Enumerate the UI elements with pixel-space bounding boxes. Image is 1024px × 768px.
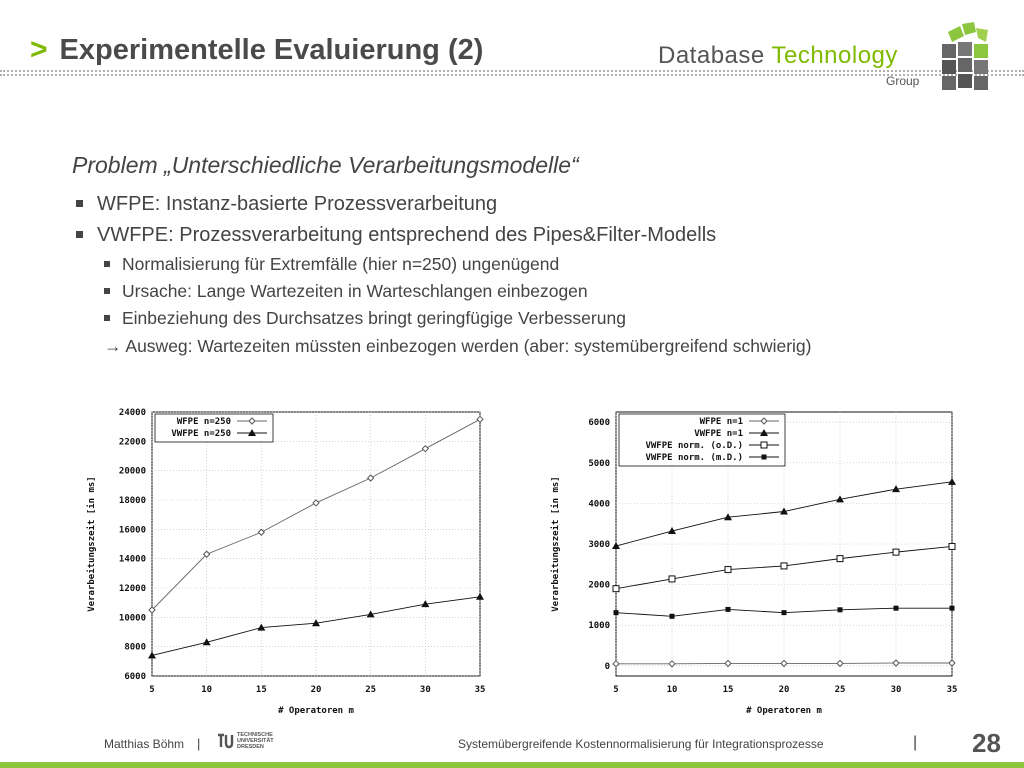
y-tick-label: 5000 [588,458,610,469]
data-point [949,543,955,549]
legend-label: VWFPE norm. (m.D.) [645,453,743,463]
sub-bullet-text: Ursache: Lange Wartezeiten in Warteschlangen einbezogen [122,281,588,301]
x-tick-label: 5 [149,685,155,695]
data-point [838,607,843,612]
y-tick-label: 4000 [588,499,610,510]
conclusion-line [104,336,812,357]
footer-topic: Systemübergreifende Kostennormalisierung für Integrationsprozesse [458,737,824,751]
page-number: 28 [972,728,1001,758]
y-tick-label: 6000 [588,418,610,429]
y-tick-label: 8000 [124,642,146,653]
sub-bullet-item [104,281,588,302]
tu-line: UNIVERSITÄT [237,738,274,744]
x-tick-label: 10 [666,685,678,695]
y-axis-label: Verarbeitungszeit [in ms] [551,476,561,612]
data-point [837,556,843,562]
problem-subtitle: Problem „Unterschiedliche Verarbeitungsmodelle“ [72,152,579,178]
data-point [670,614,675,619]
footer-accent-bar [0,762,1024,768]
right-arrow-icon: → [104,336,122,356]
sub-bullet-text: Normalisierung für Extremfälle (hier n=250) ungenügend [122,254,560,274]
legend-label: VWFPE n=250 [171,429,231,439]
y-tick-label: 0 [604,661,610,672]
legend-label: WFPE n=1 [699,417,743,427]
x-tick-label: 20 [310,685,322,695]
y-tick-label: 1000 [588,621,610,632]
x-tick-label: 10 [201,685,213,695]
y-axis-label: Verarbeitungszeit [in ms] [87,476,97,612]
legend-label: VWFPE norm. (o.D.) [645,441,743,451]
header-divider-2 [0,74,1024,76]
x-tick-label: 5 [613,685,619,695]
y-tick-label: 14000 [118,554,146,565]
tu-line: TECHNISCHE [237,732,273,738]
data-point [782,610,787,615]
tu-dresden-logo [216,732,274,750]
x-tick-label: 15 [255,685,267,695]
legend-label: VWFPE n=1 [694,429,743,439]
y-tick-label: 10000 [118,613,146,624]
x-tick-label: 15 [722,685,734,695]
bullet-text: WFPE: Instanz-basierte Prozessverarbeitung [97,193,498,215]
data-point [669,576,675,582]
y-tick-label: 20000 [118,466,146,477]
data-point [893,549,899,555]
x-tick-label: 30 [419,685,431,695]
legend-marker [762,455,767,460]
y-tick-label: 2000 [588,580,610,591]
y-tick-label: 12000 [118,584,146,594]
bullet-square-icon [76,200,83,207]
legend-marker [761,442,767,448]
bullet-text: VWFPE: Prozessverarbeitung entsprechend des Pipes&Filter-Modells [97,224,717,246]
sub-bullet-text: Einbeziehung des Durchsatzes bringt geringfügige Verbesserung [122,308,626,328]
footer-separator: | [197,736,201,751]
logo-wordmark [658,42,898,70]
conclusion-text: Ausweg: Wartezeiten müssten einbezogen werden (aber: systemübergreifend schwierig) [125,336,812,356]
data-point [725,567,731,573]
x-tick-label: 30 [890,685,902,695]
data-point [781,563,787,569]
y-tick-label: 24000 [118,408,146,418]
data-point [613,586,619,592]
data-point [614,610,619,615]
x-tick-label: 35 [474,685,486,695]
y-tick-label: 3000 [588,540,610,550]
logo-database: Database [658,42,765,69]
y-tick-label: 18000 [118,496,146,506]
chart-left [84,400,494,720]
tu-line: DRESDEN [237,744,264,750]
page-title: Experimentelle Evaluierung (2) [59,34,484,66]
x-tick-label: 25 [365,685,377,695]
data-point [950,606,955,611]
x-tick-label: 20 [778,685,790,695]
logo-group: Group [886,74,920,88]
tu-text [237,732,274,750]
bullet-item [76,224,716,247]
x-axis-label: # Operatoren m [746,706,822,716]
data-point [726,607,731,612]
y-tick-label: 16000 [118,525,146,536]
x-tick-label: 35 [946,685,958,695]
legend-label: WFPE n=250 [176,417,231,427]
bullet-square-icon [104,288,110,294]
tu-logo-icon [216,733,234,749]
logo-technology: Technology [771,42,898,69]
title-arrow-icon: > [30,33,48,66]
y-tick-label: 6000 [124,672,146,682]
bullet-square-icon [76,231,83,238]
bullet-item [76,193,497,216]
sub-bullet-item [104,254,559,275]
header-divider [0,70,1024,72]
data-point [894,606,899,611]
page-title-row [30,33,483,67]
footer-separator: | [913,734,918,751]
bullet-square-icon [104,315,110,321]
bullet-square-icon [104,261,110,267]
y-tick-label: 22000 [118,437,146,448]
x-tick-label: 25 [834,685,846,695]
logo-cube-icon [938,22,1000,96]
x-axis-label: # Operatoren m [278,706,354,716]
sub-bullet-item [104,308,626,329]
chart-right [548,400,968,720]
footer-author: Matthias Böhm [104,737,185,751]
